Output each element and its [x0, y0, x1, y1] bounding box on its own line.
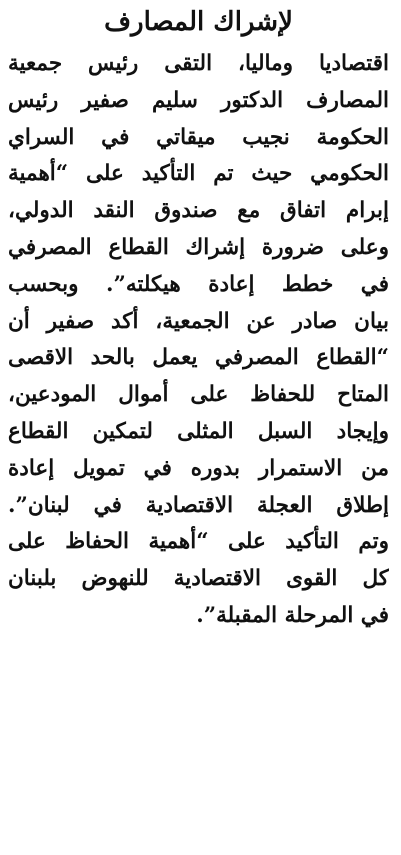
news-article: [8, 0, 389, 855]
body-line: وتم التأكيد على “أهمية الحفاظ على: [8, 529, 389, 555]
body-line: كل القوى الاقتصادية للنهوض بلبنان: [8, 566, 389, 592]
body-line: في خطط إعادة هيكلته”. وبحسب: [8, 271, 389, 297]
body-line: الحكومي حيث تم التأكيد على “أهمية: [8, 161, 389, 187]
body-line: الحكومة نجيب ميقاتي في السراي: [8, 124, 389, 150]
body-line: بيان صادر عن الجمعية، أكد صفير أن: [8, 308, 389, 334]
body-line: من الاستمرار بدوره في تمويل إعادة: [8, 455, 389, 481]
article-body: [8, 46, 389, 635]
body-line: إطلاق العجلة الاقتصادية في لبنان”.: [8, 492, 389, 518]
body-line-last: في المرحلة المقبلة”.: [196, 602, 389, 628]
body-line: اقتصاديا وماليا، التقى رئيس جمعية: [8, 51, 389, 76]
body-line: “القطاع المصرفي يعمل بالحد الاقصى: [8, 345, 389, 371]
body-line: إبرام اتفاق مع صندوق النقد الدولي،: [8, 198, 389, 224]
body-line: وإيجاد السبل المثلى لتمكين القطاع: [8, 418, 389, 444]
body-line: المتاح للحفاظ على أموال المودعين،: [8, 382, 389, 408]
body-line: وعلى ضرورة إشراك القطاع المصرفي: [8, 234, 389, 260]
article-headline: لإشراك المصارف: [104, 7, 293, 37]
body-line: المصارف الدكتور سليم صفير رئيس: [8, 87, 389, 113]
